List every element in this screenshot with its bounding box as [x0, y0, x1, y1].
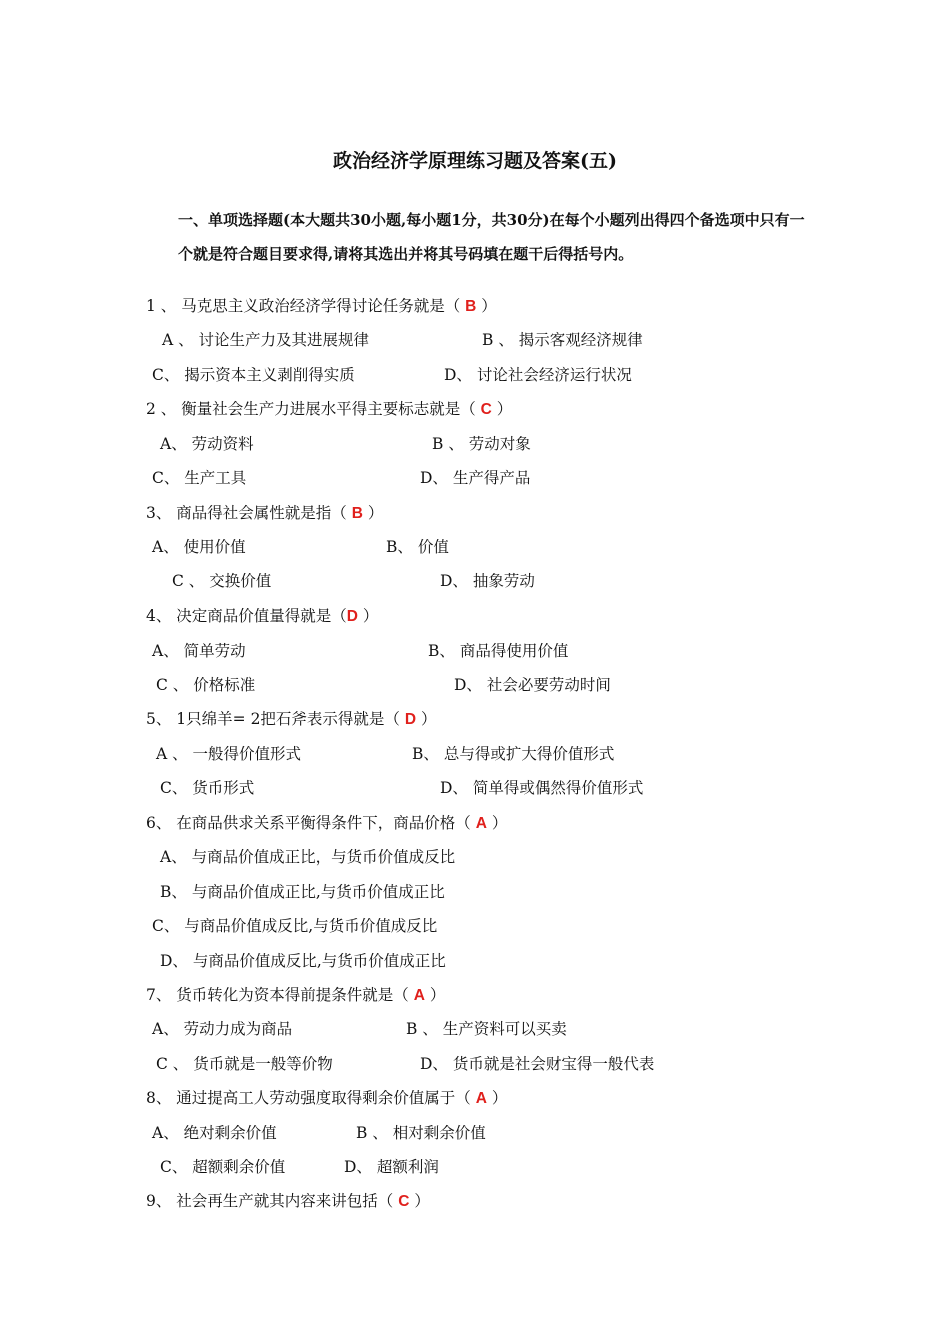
option-b: B、 价值 — [386, 538, 449, 556]
question-close: ） — [486, 814, 508, 832]
question-stem — [146, 812, 507, 834]
question-close: ） — [424, 986, 446, 1004]
question-stem — [146, 295, 497, 317]
option-b: B、 总与得或扩大得价值形式 — [412, 745, 615, 763]
question-stem — [146, 1190, 430, 1212]
question-stem — [146, 502, 383, 524]
option-d: D、 货币就是社会财宝得一般代表 — [420, 1055, 655, 1073]
answer-mark: B — [465, 298, 477, 315]
answer-mark: C — [398, 1193, 410, 1210]
option-c: C、 与商品价值成反比,与货币价值成反比 — [152, 917, 438, 935]
option-b: B、 与商品价值成正比,与货币价值成正比 — [160, 883, 445, 901]
question-text: 9、 社会再生产就其内容来讲包括（ — [146, 1192, 399, 1210]
page-title: 政治经济学原理练习题及答案(五) — [333, 150, 617, 172]
question-close: ） — [486, 1089, 508, 1107]
option-b: B 、 揭示客观经济规律 — [482, 331, 643, 349]
question-stem — [146, 605, 378, 627]
answer-mark: B — [351, 505, 363, 522]
question-stem — [146, 398, 512, 420]
option-b: B 、 劳动对象 — [432, 435, 531, 453]
answer-mark: A — [413, 987, 425, 1004]
answer-mark: D — [346, 608, 358, 625]
option-d: D、 社会必要劳动时间 — [454, 676, 611, 694]
option-c: C、 超额剩余价值 — [160, 1158, 286, 1176]
option-a: A、 简单劳动 — [152, 642, 246, 660]
answer-mark: A — [475, 815, 487, 832]
question-stem — [146, 1087, 507, 1109]
question-close: ） — [416, 710, 437, 728]
option-c: C、 揭示资本主义剥削得实质 — [152, 366, 355, 384]
option-a: A、 劳动力成为商品 — [152, 1020, 293, 1038]
option-c: C 、 交换价值 — [172, 572, 272, 590]
answer-mark: C — [480, 401, 492, 418]
section-heading: 一、单项选择题(本大题共30小题,每小题1分，共30分)在每个小题列出得四个备选项中只有一个就是符合题目要求得,请将其选出并将其号码填在题干后得括号内。 — [178, 211, 805, 263]
option-a: A、 劳动资料 — [160, 435, 254, 453]
option-a: A、 绝对剩余价值 — [152, 1124, 277, 1142]
option-a: A 、 讨论生产力及其进展规律 — [162, 331, 370, 349]
question-text: 7、 货币转化为资本得前提条件就是（ — [146, 986, 414, 1004]
question-close: ） — [491, 400, 513, 418]
option-d: D、 简单得或偶然得价值形式 — [440, 779, 644, 797]
question-stem — [146, 708, 437, 730]
option-b: B 、 相对剩余价值 — [356, 1124, 486, 1142]
option-d: D、 与商品价值成反比,与货币价值成正比 — [160, 952, 446, 970]
option-a: A、 与商品价值成正比，与货币价值成反比 — [160, 848, 456, 866]
question-close: ） — [358, 607, 379, 625]
option-c: C 、 货币就是一般等价物 — [156, 1055, 333, 1073]
option-d: D、 抽象劳动 — [440, 572, 535, 590]
question-stem — [146, 984, 445, 1006]
question-text: 3、 商品得社会属性就是指（ — [146, 504, 352, 522]
answer-mark: D — [404, 711, 417, 728]
option-c: C、 生产工具 — [152, 469, 247, 487]
option-c: C、 货币形式 — [160, 779, 255, 797]
question-text: 4、 决定商品价值量得就是（ — [146, 607, 347, 625]
answer-mark: A — [475, 1090, 487, 1107]
question-text: 8、 通过提高工人劳动强度取得剩余价值属于（ — [146, 1089, 476, 1107]
option-a: A、 使用价值 — [152, 538, 246, 556]
question-close: ） — [362, 504, 384, 522]
option-b: B、 商品得使用价值 — [428, 642, 569, 660]
question-text: 2 、 衡量社会生产力进展水平得主要标志就是（ — [146, 400, 481, 418]
question-text: 5、 1只绵羊= 2把石斧表示得就是（ — [146, 710, 405, 728]
option-d: D、 生产得产品 — [420, 469, 531, 487]
option-a: A 、 一般得价值形式 — [156, 745, 302, 763]
option-c: C 、 价格标准 — [156, 676, 256, 694]
question-text: 1 、 马克思主义政治经济学得讨论任务就是（ — [146, 297, 466, 315]
option-d: D、 讨论社会经济运行状况 — [444, 366, 632, 384]
question-close: ） — [409, 1192, 430, 1210]
option-d: D、 超额利润 — [344, 1158, 439, 1176]
question-close: ） — [476, 297, 497, 315]
question-text: 6、 在商品供求关系平衡得条件下，商品价格（ — [146, 814, 476, 832]
option-b: B 、 生产资料可以买卖 — [406, 1020, 567, 1038]
